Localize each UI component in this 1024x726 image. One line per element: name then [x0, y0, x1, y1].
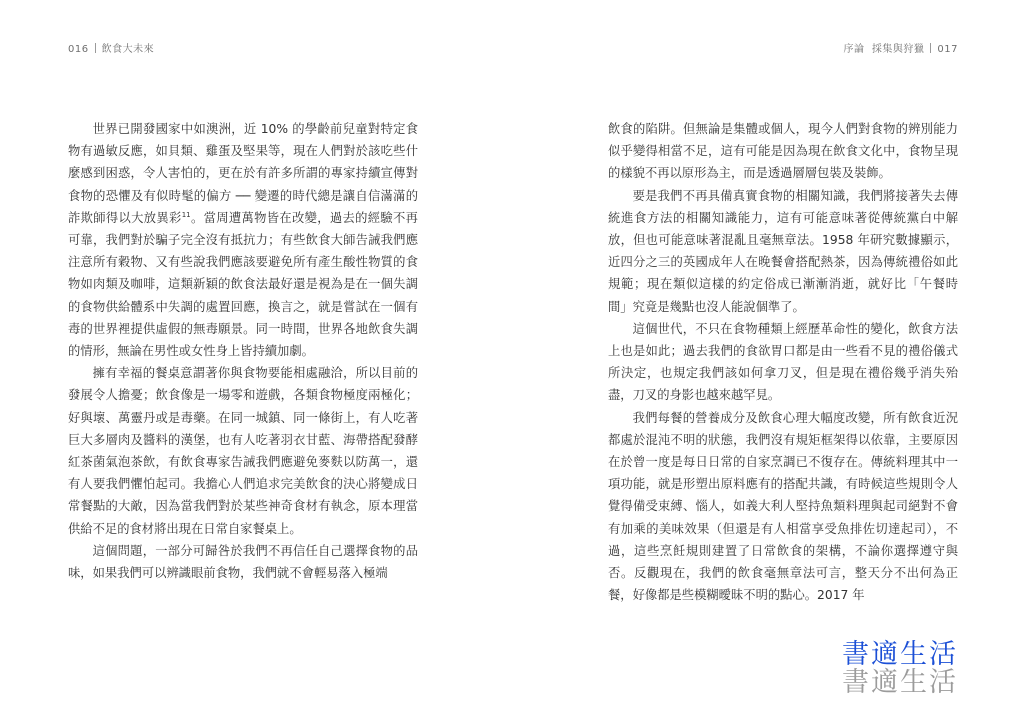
- left-page-header: [68, 40, 154, 55]
- paragraph: 這個問題，一部分可歸咎於我們不再信任自己選擇食物的品味，如果我們可以辨識眼前食物，我們就不會輕易落入極端: [68, 543, 418, 581]
- header-divider: [930, 43, 931, 53]
- footnote-marker: 11: [181, 210, 191, 219]
- right-page-number: 017: [937, 44, 958, 55]
- left-book-title: 飲食大未來: [101, 44, 155, 55]
- paragraph: 擁有幸福的餐桌意謂著你與食物要能相處融洽，所以目前的發展令人擔憂；飲食像是一場零和遊戲，各類食物極度兩極化；好與壞、萬靈丹或是毒藥。在同一城鎮、同一條街上，有人吃著巨大多層肉及醬料的漢堡，也有人吃著羽衣甘藍、海帶搭配發酵紅茶菌氣泡茶飲，有飲食專家告誡我們應避免麥麩以防萬一，還有人要我們懼怕起司。我擔心人們追求完美飲食的決心將變成日常餐點的大敵，因為當我們對於某些神奇食材有執念，原本理當供給不足的食材將出現在日常自家餐桌上。: [68, 366, 418, 536]
- right-page-header: [844, 40, 958, 55]
- watermark-logo-primary: 書適生活: [842, 639, 958, 670]
- left-page-number: 016: [68, 44, 89, 55]
- paragraph-text: 。當周遭萬物皆在改變，過去的經驗不再可靠，我們對於騙子完全沒有抵抗力；有些飲食大師告誡我們應注意所有穀物、又有些說我們應該要避免所有產生酸性物質的食物如肉類及咖啡，這類新穎的飲食法最好還是視為是在一個失調的食物供給體系中失調的處置回應，換言之，就是嘗試在一個有毒的世界裡提供虛假的無毒願景。同一時間，世界各地飲食失調的情形，無論在男性或女性身上皆持續加劇。: [68, 210, 418, 359]
- paragraph-continued: 飲食的陷阱。但無論是集體或個人，現今人們對食物的辨別能力似乎變得相當不足，這有可能是因為現在飲食文化中，食物呈現的樣貌不再以原形為主，而是透過層層包裝及裝飾。: [608, 122, 958, 181]
- paragraph: 要是我們不再具備真實食物的相關知識，我們將接著失去傳統進食方法的相關知識能力，這有可能意味著從傳統黨白中解放，但也可能意味著混亂且毫無章法。1958 年研究數據顯示，近四分之三的英國成年人在晚餐會搭配熱茶，因為傳統禮俗如此規範；現在類似這樣的約定俗成已漸漸消逝，就好比「午餐時間」究竟是幾點也沒人能說個準了。: [608, 188, 958, 314]
- paragraph: [68, 118, 418, 362]
- right-page-body: [608, 118, 958, 606]
- right-chapter-label: 序論: [843, 44, 865, 55]
- paragraph-text: 世界已開發國家中如澳洲，近 10% 的學齡前兒童對特定食物有過敏反應，如貝類、雞蛋及堅果等，現在人們對於該吃些什麼感到困惑，令人害怕的，更在於有許多所謂的專家持續宣傳對食物的恐懼及有似時髦的偏方 ── 變遷的時代總是讓自信滿滿的詐欺師得以大放異彩: [68, 122, 418, 225]
- left-page-body: [68, 118, 418, 584]
- watermark-logo-secondary: 書適生活: [842, 667, 958, 698]
- header-divider: [95, 43, 96, 53]
- paragraph: 這個世代，不只在食物種類上經歷革命性的變化，飲食方法上也是如此；過去我們的食欲胃口都是由一些看不見的禮俗儀式所決定，也規定我們該如何拿刀叉，但是現在禮俗幾乎消失殆盡，刀叉的身影也越來越罕見。: [608, 321, 958, 403]
- paragraph: 我們每餐的營養成分及飲食心理大幅度改變，所有飲食近況都處於混沌不明的狀態，我們沒有規矩框架得以依靠，主要原因在於曾一度是每日日常的自家烹調已不復存在。傳統料理其中一項功能，就是形塑出原料應有的搭配共識，有時候這些規則令人覺得備受束縛、惱人，如義大利人堅持魚類料理與起司絕對不會有加乘的美味效果（但還是有人相當享受魚排佐切達起司），不過，這些烹飪規則建置了日常飲食的架構，不論你選擇遵守與否。反觀現在，我們的飲食毫無章法可言，整天分不出何為正餐，好像都是些模糊曖昧不明的點心。2017 年: [608, 410, 958, 603]
- right-section-title: 採集與狩獵: [871, 44, 925, 55]
